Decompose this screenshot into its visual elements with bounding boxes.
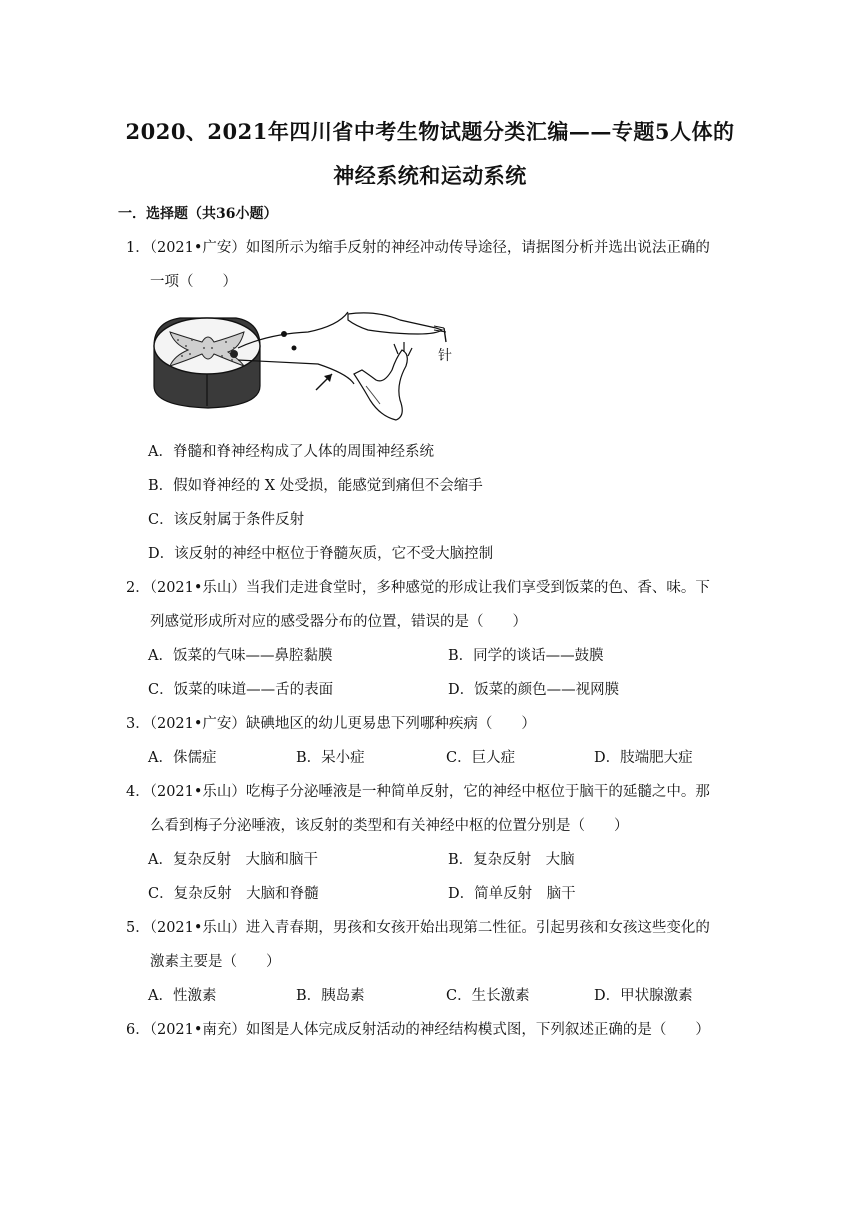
- reflex-arc-figure: [148, 304, 468, 438]
- question-5-stem: 5．（2021•乐山）进入青春期，男孩和女孩开始出现第二性征。引起男孩和女孩这些变化的: [126, 920, 710, 936]
- question-1-stem: 1．（2021•广安）如图所示为缩手反射的神经冲动传导途径，请据图分析并选出说法正确的: [126, 240, 710, 256]
- question-6-stem: 6．（2021•南充）如图是人体完成反射活动的神经结构模式图，下列叙述正确的是（ ）: [126, 1022, 710, 1038]
- question-1-option-d: D．该反射的神经中枢位于脊髓灰质，它不受大脑控制: [148, 546, 494, 562]
- question-1-option-a: A．脊髓和脊神经构成了人体的周围神经系统: [148, 444, 434, 460]
- question-2-option-a: A．饭菜的气味——鼻腔黏膜: [148, 648, 333, 664]
- question-2-stem-cont: 列感觉形成所对应的感受器分布的位置，错误的是（ ）: [150, 614, 527, 630]
- document-title-line-1: 2020、2021年四川省中考生物试题分类汇编——专题5人体的: [125, 119, 735, 144]
- question-4-option-a: A．复杂反射 大脑和脑干: [148, 852, 318, 868]
- question-2-stem: 2．（2021•乐山）当我们走进食堂时，多种感觉的形成让我们享受到饭菜的色、香、味。下: [126, 580, 710, 596]
- document-title-line-2: 神经系统和运动系统: [333, 163, 527, 188]
- question-3-option-d: D．肢端肥大症: [594, 750, 693, 766]
- needle-label: 针: [438, 348, 452, 364]
- question-4-stem-cont: 么看到梅子分泌唾液，该反射的类型和有关神经中枢的位置分别是（ ）: [150, 818, 629, 834]
- question-3-stem: 3．（2021•广安）缺碘地区的幼儿更易患下列哪种疾病（ ）: [126, 716, 536, 732]
- question-5-option-d: D．甲状腺激素: [594, 988, 693, 1004]
- question-1-option-b: B．假如脊神经的 X 处受损，能感觉到痛但不会缩手: [148, 478, 483, 494]
- question-4-option-d: D．简单反射 脑干: [448, 886, 576, 902]
- question-1-option-c: C．该反射属于条件反射: [148, 512, 305, 528]
- question-5-option-c: C．生长激素: [446, 988, 530, 1004]
- question-3-option-a: A．侏儒症: [148, 750, 217, 766]
- question-4-stem: 4．（2021•乐山）吃梅子分泌唾液是一种简单反射，它的神经中枢位于脑干的延髓之中。那: [126, 784, 710, 800]
- question-5-option-a: A．性激素: [148, 988, 217, 1004]
- question-2-option-b: B．同学的谈话——鼓膜: [448, 648, 604, 664]
- question-1-stem-cont: 一项（ ）: [150, 274, 237, 290]
- question-3-option-b: B．呆小症: [296, 750, 365, 766]
- question-2-option-d: D．饭菜的颜色——视网膜: [448, 682, 620, 698]
- question-4-option-c: C．复杂反射 大脑和脊髓: [148, 886, 319, 902]
- question-3-option-c: C．巨人症: [446, 750, 516, 766]
- section-heading: 一．选择题（共36小题）: [118, 206, 278, 222]
- reflex-arc-illustration: [148, 304, 468, 434]
- question-2-option-c: C．饭菜的味道——舌的表面: [148, 682, 334, 698]
- question-4-option-b: B．复杂反射 大脑: [448, 852, 575, 868]
- question-5-option-b: B．胰岛素: [296, 988, 365, 1004]
- question-5-stem-cont: 激素主要是（ ）: [150, 954, 281, 970]
